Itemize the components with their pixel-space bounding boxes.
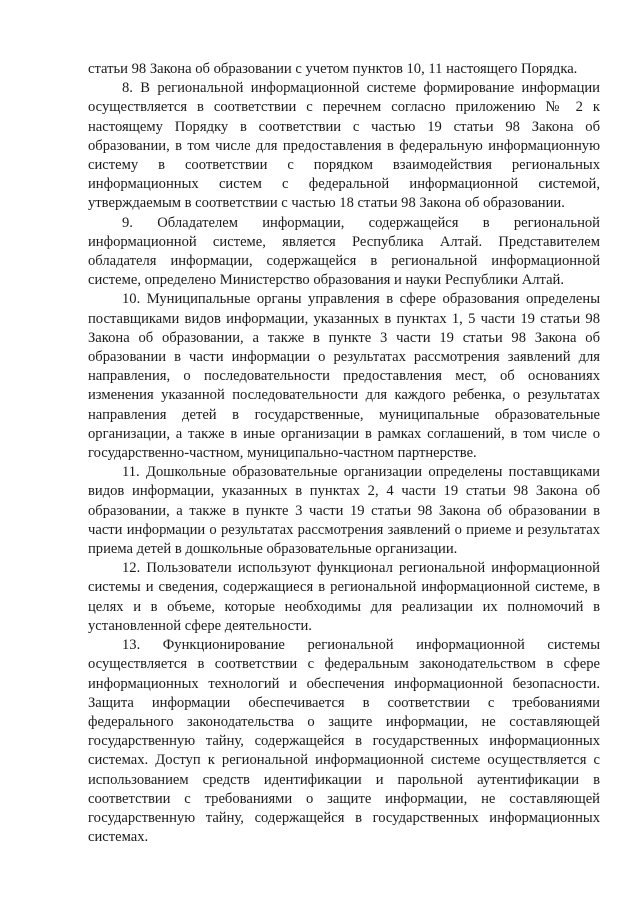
paragraph-10 — [88, 290, 600, 463]
paragraph-text: В региональной информационной системе формирование информации осуществляется в соответствии с перечнем согласно приложению № 2 к настоящему Порядку в соответствии с частью 19 статьи 98 Закона об образовании, в том числе для предоставления в федеральную информационную систему в соответствии с порядком взаимодействия региональных информационных систем с федеральной информационной системой, утверждаемым в соответствии с частью 18 статьи 98 Закона об образовании. — [88, 80, 600, 212]
paragraph-text: Муниципальные органы управления в сфере образования определены поставщиками видов информации, указанных в пунктах 1, 5 части 19 статьи 98 Закона об образовании, а также в пункте 3 части 19 статьи 98 Закона об образовании в части информации о результатах рассмотрения заявлений для направления, о последовательности предоставления мест, об основаниях изменения указанной последовательности для каждого ребенка, о результатах направления детей в государственные, муниципальные образовательные организации, а также в иные организации в рамках соглашений, в том числе о государственно-частном, муниципально-частном партнерстве. — [88, 291, 600, 462]
paragraph-text: Пользователи используют функционал региональной информационной системы и сведения, содержащиеся в региональной информационной системе, в целях и в объеме, которые необходимы для реализации их полномочий в установленной сфере деятельности. — [88, 560, 600, 634]
paragraph-text: Функционирование региональной информационной системы осуществляется в соответствии с федеральным законодательством в сфере информационных технологий и обеспечения информационной безопасности. Защита информации обеспечивается в соответствии с требованиями федерального законодательства о защите информации, не составляющей государственную тайну, содержащейся в государственных информационных системах. Доступ к региональной информационной системе осуществляется с использованием средств идентификации и парольной аутентификации в соответствии с требованиями о защите информации, не составляющей государственную тайну, содержащейся в государственных информационных системах. — [88, 637, 600, 846]
paragraph-number: 8. — [122, 80, 133, 97]
paragraph-number: 9. — [122, 214, 133, 231]
paragraph-number: 13. — [122, 637, 141, 654]
paragraph-continuation — [88, 60, 600, 79]
paragraph-11 — [88, 463, 600, 559]
paragraph-9 — [88, 214, 600, 291]
paragraph-8 — [88, 79, 600, 213]
document-page — [88, 60, 600, 847]
paragraph-text: Дошкольные образовательные организации определены поставщиками видов информации, указанных в пунктах 2, 4 части 19 статьи 98 Закона об образовании, а также в пункте 3 части 19 статьи 98 Закона об образовании в части информации о результатах рассмотрения заявлений о приеме и результатах приема детей в дошкольные образовательные организации. — [88, 464, 600, 558]
paragraph-text: статьи 98 Закона об образовании с учетом пунктов 10, 11 настоящего Порядка. — [88, 61, 578, 77]
paragraph-13 — [88, 636, 600, 847]
paragraph-number: 11. — [122, 464, 140, 481]
paragraph-text: Обладателем информации, содержащейся в региональной информационной системе, является Республика Алтай. Представителем обладателя информации, содержащейся в региональной информационной системе, определено Министерство образования и науки Республики Алтай. — [88, 214, 600, 289]
paragraph-number: 12. — [122, 560, 141, 577]
paragraph-12 — [88, 559, 600, 636]
paragraph-number: 10. — [122, 291, 141, 308]
